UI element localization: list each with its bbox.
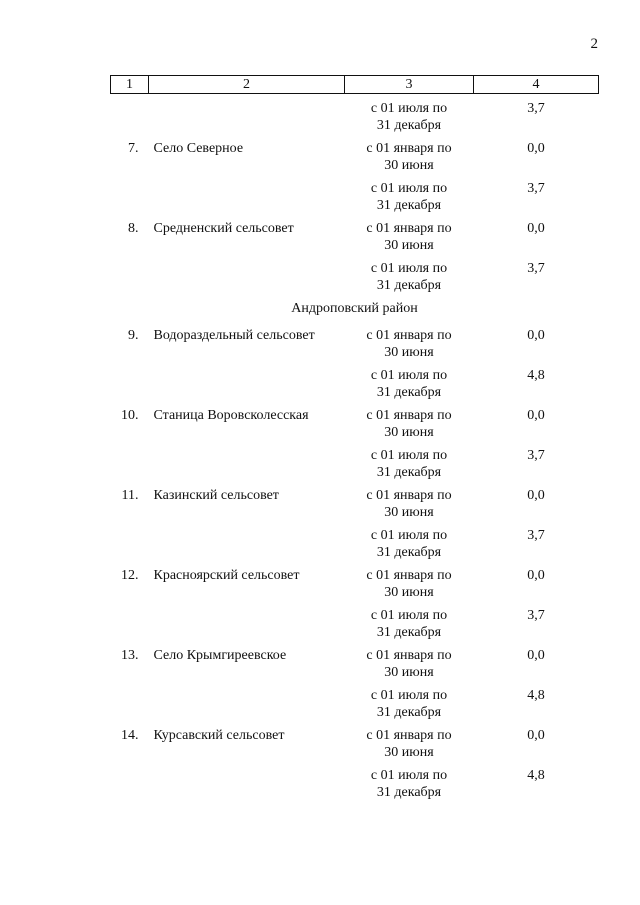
- row-number: [111, 180, 149, 220]
- rate-value: 0,0: [527, 488, 545, 503]
- municipality-name: Курсавский сельсовет: [153, 728, 285, 743]
- municipality-name: Казинский сельсовет: [153, 488, 279, 503]
- rate-value: 0,0: [527, 408, 545, 423]
- period-line: с 01 июля по: [370, 181, 448, 196]
- period-line: 30 июня: [384, 585, 434, 600]
- period-cell: [345, 727, 474, 767]
- period-cell: [345, 607, 474, 647]
- rate-value: 0,0: [527, 141, 545, 156]
- rate-value: 3,7: [527, 528, 545, 543]
- table-row: [111, 94, 599, 141]
- row-number: [111, 687, 149, 727]
- period-line: с 01 января по: [366, 488, 452, 503]
- period-line: с 01 января по: [366, 328, 452, 343]
- municipality-name: [149, 367, 345, 407]
- period-line: с 01 июля по: [370, 368, 448, 383]
- municipality-name: [149, 180, 345, 220]
- period-line: с 01 июля по: [370, 261, 448, 276]
- table-row: [111, 407, 599, 447]
- table-row: [111, 487, 599, 527]
- row-number: [111, 607, 149, 647]
- period-line: 30 июня: [384, 505, 434, 520]
- period-line: 30 июня: [384, 665, 434, 680]
- period-cell: [345, 260, 474, 300]
- rate-value: 3,7: [527, 448, 545, 463]
- table-row: [111, 727, 599, 767]
- table-row: [111, 647, 599, 687]
- period-cell: [345, 687, 474, 727]
- rate-value: 0,0: [527, 328, 545, 343]
- table-row: [111, 447, 599, 487]
- row-number: [111, 260, 149, 300]
- period-cell: [345, 767, 474, 807]
- section-title: Андроповский район: [291, 301, 418, 316]
- row-number: 12.: [121, 568, 139, 583]
- section-header-row: [111, 300, 599, 327]
- rate-value: 3,7: [527, 101, 545, 116]
- rate-value: 0,0: [527, 648, 545, 663]
- period-cell: [345, 367, 474, 407]
- period-line: 31 декабря: [376, 785, 442, 800]
- period-line: с 01 июля по: [370, 101, 448, 116]
- municipality-name: [149, 687, 345, 727]
- table-row: [111, 327, 599, 367]
- municipality-name: [149, 527, 345, 567]
- period-line: с 01 января по: [366, 221, 452, 236]
- table-row: [111, 260, 599, 300]
- municipality-name: [149, 607, 345, 647]
- table-row: [111, 140, 599, 180]
- table-header-row: [111, 76, 599, 94]
- row-number: 11.: [121, 488, 139, 503]
- period-line: с 01 июля по: [370, 608, 448, 623]
- row-number: 14.: [121, 728, 139, 743]
- rate-value: 0,0: [527, 728, 545, 743]
- table-row: [111, 687, 599, 727]
- period-cell: [345, 94, 474, 141]
- period-line: 30 июня: [384, 158, 434, 173]
- column-header-4: 4: [474, 76, 599, 94]
- municipality-name: Средненский сельсовет: [153, 221, 294, 236]
- table-row: [111, 367, 599, 407]
- table-row: [111, 527, 599, 567]
- period-cell: [345, 527, 474, 567]
- period-line: с 01 января по: [366, 408, 452, 423]
- municipality-name: [149, 767, 345, 807]
- period-line: с 01 июля по: [370, 448, 448, 463]
- row-number: 13.: [121, 648, 139, 663]
- row-number: [111, 527, 149, 567]
- tariff-table: [110, 75, 599, 807]
- period-cell: [345, 407, 474, 447]
- rate-value: 0,0: [527, 568, 545, 583]
- rate-value: 0,0: [527, 221, 545, 236]
- municipality-name: [149, 260, 345, 300]
- period-line: 30 июня: [384, 345, 434, 360]
- period-line: 30 июня: [384, 745, 434, 760]
- column-header-1: 1: [111, 76, 149, 94]
- period-line: 31 декабря: [376, 705, 442, 720]
- table-row: [111, 607, 599, 647]
- table-body: [111, 94, 599, 808]
- period-line: 30 июня: [384, 425, 434, 440]
- period-line: 31 декабря: [376, 625, 442, 640]
- column-header-2: 2: [149, 76, 345, 94]
- table-row: [111, 767, 599, 807]
- period-line: 31 декабря: [376, 198, 442, 213]
- rate-value: 3,7: [527, 181, 545, 196]
- rate-value: 4,8: [527, 368, 545, 383]
- rate-value: 4,8: [527, 768, 545, 783]
- period-cell: [345, 647, 474, 687]
- period-line: 31 декабря: [376, 118, 442, 133]
- page-number: 2: [590, 36, 598, 52]
- period-line: 31 декабря: [376, 278, 442, 293]
- table-row: [111, 180, 599, 220]
- period-line: с 01 января по: [366, 141, 452, 156]
- period-cell: [345, 487, 474, 527]
- period-line: 31 декабря: [376, 545, 442, 560]
- period-cell: [345, 180, 474, 220]
- period-cell: [345, 220, 474, 260]
- rate-value: 3,7: [527, 261, 545, 276]
- period-cell: [345, 447, 474, 487]
- table-row: [111, 220, 599, 260]
- period-line: с 01 июля по: [370, 528, 448, 543]
- row-number: 8.: [128, 221, 139, 236]
- row-number: 10.: [121, 408, 139, 423]
- period-line: с 01 июля по: [370, 768, 448, 783]
- period-line: с 01 января по: [366, 648, 452, 663]
- table-row: [111, 567, 599, 607]
- period-line: 31 декабря: [376, 385, 442, 400]
- period-line: с 01 января по: [366, 568, 452, 583]
- period-line: с 01 июля по: [370, 688, 448, 703]
- row-number: [111, 367, 149, 407]
- row-number: 7.: [128, 141, 139, 156]
- municipality-name: Станица Воровсколесская: [153, 408, 309, 423]
- column-header-3: 3: [345, 76, 474, 94]
- period-line: 31 декабря: [376, 465, 442, 480]
- municipality-name: [149, 94, 345, 141]
- period-cell: [345, 140, 474, 180]
- period-line: с 01 января по: [366, 728, 452, 743]
- rate-value: 3,7: [527, 608, 545, 623]
- row-number: 9.: [128, 328, 139, 343]
- row-number: [111, 447, 149, 487]
- period-cell: [345, 327, 474, 367]
- municipality-name: [149, 447, 345, 487]
- period-cell: [345, 567, 474, 607]
- municipality-name: Село Северное: [153, 141, 244, 156]
- municipality-name: Красноярский сельсовет: [153, 568, 300, 583]
- row-number: [111, 94, 149, 141]
- municipality-name: Водораздельный сельсовет: [153, 328, 315, 343]
- row-number: [111, 767, 149, 807]
- period-line: 30 июня: [384, 238, 434, 253]
- rate-value: 4,8: [527, 688, 545, 703]
- municipality-name: Село Крымгиреевское: [153, 648, 287, 663]
